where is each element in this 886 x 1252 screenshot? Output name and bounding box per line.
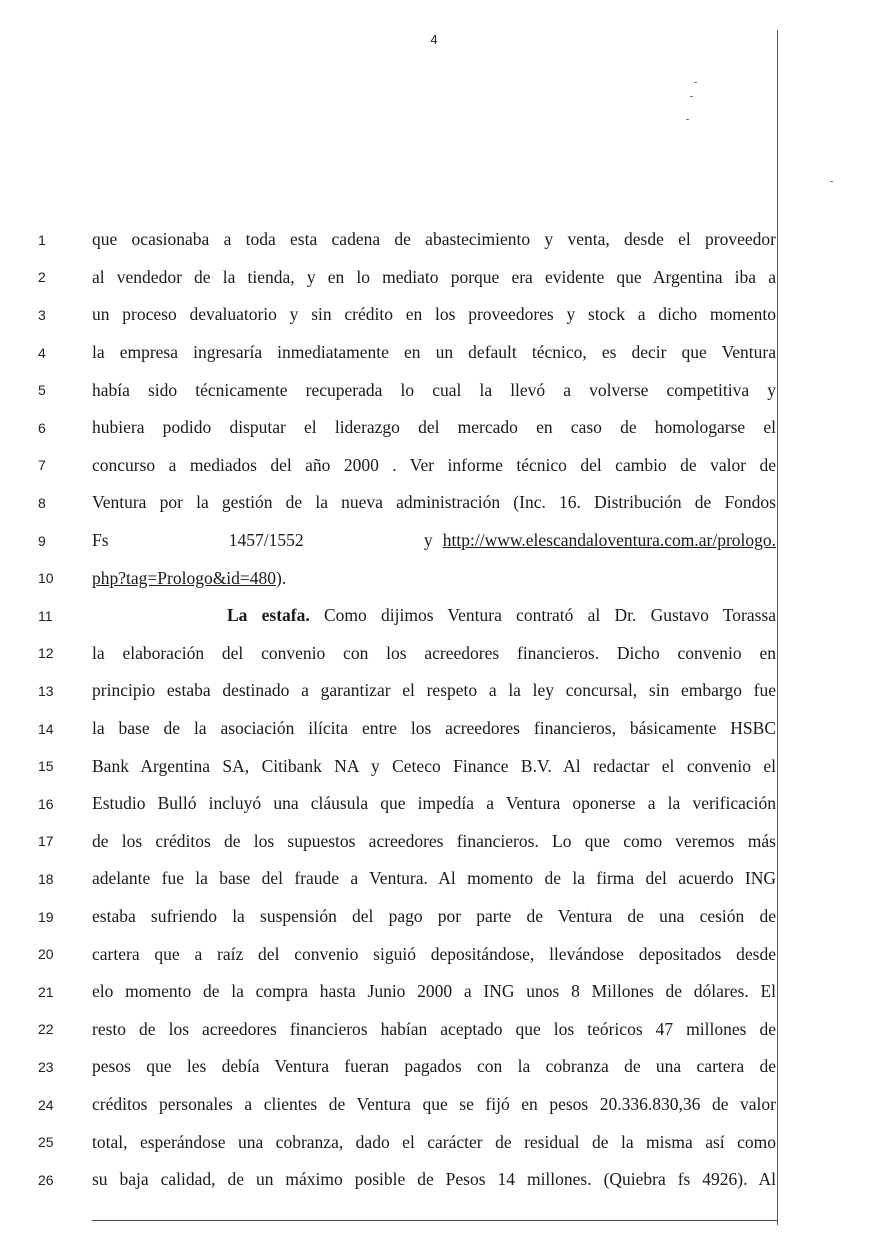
line-text: [92, 868, 776, 889]
line-body: cartera que a raíz del convenio siguió depositándose, llevándose depositados desde: [92, 943, 776, 964]
line-text: [92, 417, 776, 438]
text-line: [0, 522, 886, 560]
line-text: [92, 530, 776, 551]
line-text: [92, 605, 776, 626]
line-text: [92, 680, 776, 701]
text-line: [0, 1086, 886, 1124]
reference-text: Fs 1457/1552 y: [92, 530, 433, 551]
scan-speck: [694, 82, 697, 83]
line-body: Bank Argentina SA, Citibank NA y Ceteco Finance B.V. Al redactar el convenio el: [92, 755, 776, 776]
line-body: la elaboración del convenio con los acreedores financieros. Dicho convenio en: [92, 642, 776, 663]
line-number: 24: [38, 1096, 54, 1113]
line-number: 21: [38, 983, 54, 1000]
line-body: de los créditos de los supuestos acreedores financieros. Lo que como veremos más: [92, 830, 776, 851]
line-body: créditos personales a clientes de Ventura que se fijó en pesos 20.336.830,36 de valor: [92, 1094, 776, 1115]
line-text: [92, 1094, 776, 1115]
line-text: [92, 304, 776, 325]
line-number: 1: [38, 231, 46, 248]
text-line: [0, 785, 886, 823]
line-number: 2: [38, 269, 46, 286]
line-number: 5: [38, 382, 46, 399]
line-body: un proceso devaluatorio y sin crédito en los proveedores y stock a dicho momento: [92, 304, 776, 325]
text-line: [0, 860, 886, 898]
line-number: 18: [38, 870, 54, 887]
line-body: Ventura por la gestión de la nueva administración (Inc. 16. Distribución de Fondos: [92, 492, 776, 513]
line-number: 23: [38, 1058, 54, 1075]
text-line: [0, 371, 886, 409]
text-line: [0, 1048, 886, 1086]
text-line: [0, 823, 886, 861]
line-number: 10: [38, 570, 54, 587]
line-number: 16: [38, 795, 54, 812]
line-text: [92, 267, 776, 288]
text-line: [0, 259, 886, 297]
text-line: [0, 559, 886, 597]
page-number: 4: [430, 32, 438, 47]
line-number: 13: [38, 682, 54, 699]
line-text: [92, 793, 776, 814]
line-number: 6: [38, 419, 46, 436]
reference-link[interactable]: php?tag=Prologo&id=480: [92, 567, 277, 588]
text-line: [0, 597, 886, 635]
line-number: 7: [38, 457, 46, 474]
text-line: [0, 409, 886, 447]
line-text: [92, 756, 776, 777]
line-number: 9: [38, 532, 46, 549]
line-number: 17: [38, 833, 54, 850]
line-text: [92, 944, 776, 965]
line-body: pesos que les debía Ventura fueran pagados con la cobranza de una cartera de: [92, 1056, 776, 1077]
line-number: 14: [38, 720, 54, 737]
line-body: estaba sufriendo la suspensión del pago por parte de Ventura de una cesión de: [92, 906, 776, 927]
text-line: [0, 334, 886, 372]
scan-speck: [686, 119, 689, 120]
text-line: [0, 1123, 886, 1161]
line-body: su baja calidad, de un máximo posible de Pesos 14 millones. (Quiebra fs 4926). Al: [92, 1169, 776, 1190]
line-number: 11: [38, 607, 53, 624]
line-body: la base de la asociación ilícita entre los acreedores financieros, básicamente HSBC: [92, 718, 776, 739]
text-line: [0, 747, 886, 785]
text-line: [0, 710, 886, 748]
line-body: elo momento de la compra hasta Junio 2000 a ING unos 8 Millones de dólares. El: [92, 981, 776, 1002]
reference-link[interactable]: http://www.elescandaloventura.com.ar/prologo.: [442, 530, 776, 551]
text-line: [0, 672, 886, 710]
text-line: [0, 973, 886, 1011]
text-line: [0, 1011, 886, 1049]
line-body: al vendedor de la tienda, y en lo mediato porque era evidente que Argentina iba a: [92, 266, 776, 287]
line-number: 19: [38, 908, 54, 925]
line-text: [92, 718, 776, 739]
line-number: 12: [38, 645, 54, 662]
line-text: [92, 981, 776, 1002]
line-body: había sido técnicamente recuperada lo cual la llevó a volverse competitiva y: [92, 379, 776, 400]
line-body: Como dijimos Ventura contrató al Dr. Gustavo Torassa: [309, 605, 776, 626]
line-number: 3: [38, 306, 46, 323]
line-number: 22: [38, 1021, 54, 1038]
line-text: [92, 568, 776, 589]
footer-rule: [92, 1220, 777, 1221]
text-line: [0, 221, 886, 259]
text-line: [0, 484, 886, 522]
line-text: [92, 1132, 776, 1153]
line-text: [92, 831, 776, 852]
line-text: [92, 906, 776, 927]
line-body: concurso a mediados del año 2000 . Ver informe técnico del cambio de valor de: [92, 454, 776, 475]
line-number: 8: [38, 494, 46, 511]
line-body: la empresa ingresaría inmediatamente en un default técnico, es decir que Ventura: [92, 342, 776, 363]
text-line: [0, 635, 886, 673]
line-number: 26: [38, 1171, 54, 1188]
line-text: [92, 1169, 776, 1190]
line-text: [92, 229, 776, 250]
line-number: 20: [38, 946, 54, 963]
text-line: [0, 898, 886, 936]
line-body: resto de los acreedores financieros habían aceptado que los teóricos 47 millones de: [92, 1018, 776, 1039]
text-line: [0, 447, 886, 485]
line-text: [92, 380, 776, 401]
line-body: que ocasionaba a toda esta cadena de abastecimiento y venta, desde el proveedor: [92, 229, 776, 250]
line-body: principio estaba destinado a garantizar el respeto a la ley concursal, sin embargo fue: [92, 680, 776, 701]
line-text: [92, 643, 776, 664]
line-number: 15: [38, 758, 54, 775]
line-body: Estudio Bulló incluyó una cláusula que impedía a Ventura oponerse a la verificación: [92, 793, 776, 814]
line-text: [92, 492, 776, 513]
section-heading: La estafa.: [227, 605, 310, 626]
line-body: total, esperándose una cobranza, dado el carácter de residual de la misma así como: [92, 1131, 776, 1152]
scan-speck: [830, 181, 833, 182]
line-text: [92, 455, 776, 476]
line-text: [92, 1056, 776, 1077]
text-line: [0, 296, 886, 334]
line-number: 4: [38, 344, 46, 361]
line-body: hubiera podido disputar el liderazgo del mercado en caso de homologarse el: [92, 417, 776, 438]
text-line: [0, 935, 886, 973]
link-suffix: ).: [276, 567, 287, 588]
text-line: [0, 1161, 886, 1199]
line-text: [92, 342, 776, 363]
line-body: adelante fue la base del fraude a Ventura. Al momento de la firma del acuerdo ING: [92, 868, 776, 889]
line-text: [92, 1019, 776, 1040]
line-number: 25: [38, 1134, 54, 1151]
scan-speck: [690, 96, 693, 97]
